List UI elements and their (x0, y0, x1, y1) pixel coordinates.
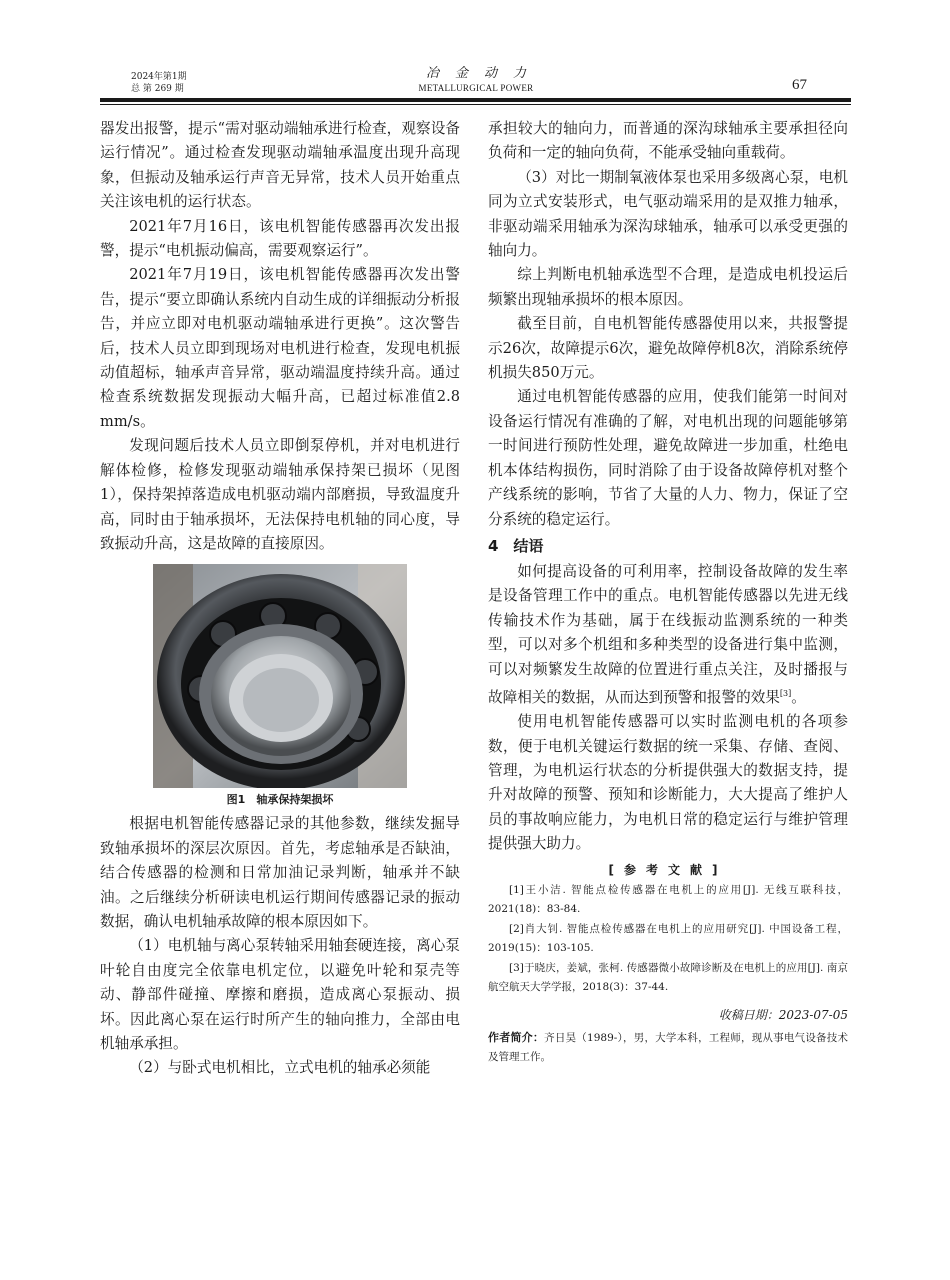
issue-total: 总 第 269 期 (131, 84, 184, 94)
author-label: 作者简介： (488, 1030, 545, 1044)
paragraph: 2021年7月16日，该电机智能传感器再次发出报警，提示“电机振动偏高，需要观察运行”。 (100, 217, 460, 260)
paragraph: 截至目前，自电机智能传感器使用以来，共报警提示26次，故障提示6次，避免故障停机8次，消除系统停机损失850万元。 (488, 315, 848, 382)
header-rule-thin (100, 104, 851, 105)
reference-item: [3]于晓庆，姜斌，张柯. 传感器微小故障诊断及在电机上的应用[J]. 南京航空航天大学学报，2018(3)：37-44. (488, 961, 848, 994)
paragraph: 通过电机智能传感器的应用，使我们能第一时间对设备运行情况有准确的了解，对电机出现的问题能够第一时间进行预防性处理，避免故障进一步加重，杜绝电机本体结构损伤，同时消除了由于设备故障停机对整个产线系统的影响，节省了大量的人力、物力，保证了空分系统的稳定运行。 (488, 388, 848, 528)
paragraph: 器发出报警，提示“需对驱动端轴承进行检查，观察设备运行情况”。通过检查发现驱动端轴承温度出现升高现象，但振动及轴承运行声音无异常，技术人员开始重点关注该电机的运行状态。 (100, 120, 460, 211)
paragraph: 2021年7月19日，该电机智能传感器再次发出警告，提示“要立即确认系统内自动生成的详细振动分析报告，并应立即对电机驱动端轴承进行更换”。这次警告后，技术人员立即到现场对电机进行检查，发现电机振动值超标，轴承声音异常，驱动端温度持续升高。通过检查系统数据发现振动大幅升高，已超过标准值2.8 mm/s。 (100, 266, 460, 430)
received-date: 收稿日期：2023-07-05 (718, 1007, 848, 1022)
paragraph-text: 如何提高设备的可利用率，控制设备故障的发生率是设备管理工作中的重点。电机智能传感器以先进无线传输技术作为基础，属于在线振动监测系统的一种类型，可以对多个机组和多种类型的设备进行集中监测，可以对频繁发生故障的位置进行重点关注，及时播报与故障相关的数据，从而达到预警和报警的效果 (488, 562, 848, 706)
page-number: 67 (792, 77, 807, 93)
references-title: [参考文献] (608, 862, 728, 877)
paragraph: 发现问题后技术人员立即倒泵停机，并对电机进行解体检修，检修发现驱动端轴承保持架已损坏（见图1），保持架掉落造成电机驱动端内部磨损，导致温度升高，同时由于轴承损坏，无法保持电机轴的同心度，导致振动升高，这是故障的直接原因。 (100, 437, 460, 552)
bearing-photo (153, 564, 407, 788)
journal-title-cn: 冶金动力 (425, 66, 542, 81)
journal-title-en: METALLURGICAL POWER (418, 83, 534, 93)
citation: [3] (779, 688, 792, 698)
paragraph: 使用电机智能传感器可以实时监测电机的各项参数，便于电机关键运行数据的统一采集、存储、查阅、管理，为电机运行状态的分析提供强大的数据支持，提升对故障的预警、预知和诊断能力，大大提高了维护人员的事故响应能力，为电机日常的稳定运行与维护管理提供强大助力。 (488, 713, 848, 853)
figure-caption: 图1 轴承保持架损坏 (226, 793, 334, 807)
paragraph: （1）电机轴与离心泵转轴采用轴套硬连接，离心泵叶轮自由度完全依靠电机定位，以避免叶轮和泵壳等动、静部件碰撞、摩擦和磨损，造成离心泵振动、损坏。因此离心泵在运行时所产生的轴向推力，全部由电机轴承承担。 (100, 937, 460, 1052)
paragraph: 综上判断电机轴承选型不合理，是造成电机投运后频繁出现轴承损坏的根本原因。 (488, 266, 848, 308)
author-text: 齐日昊（1989-），男，大学本科，工程师，现从事电气设备技术及管理工作。 (488, 1031, 848, 1063)
header-rule-thick (100, 98, 851, 102)
issue-info (131, 71, 187, 95)
left-column (100, 117, 460, 1081)
paragraph: 承担较大的轴向力，而普通的深沟球轴承主要承担径向负荷和一定的轴向负荷，不能承受轴向重载荷。 (488, 120, 848, 162)
reference-item: [2]肖大钊. 智能点检传感器在电机上的应用研究[J]. 中国设备工程，2019(15)：103-105. (488, 922, 848, 955)
issue-year: 2024年第1期 (131, 72, 187, 82)
paragraph: 根据电机智能传感器记录的其他参数，继续发掘导致轴承损坏的深层次原因。首先，考虑轴承是否缺油，结合传感器的检测和日常加油记录判断，轴承并不缺油。之后继续分析研读电机运行期间传感器记录的振动数据，确认电机轴承故障的根本原因如下。 (100, 815, 460, 930)
author-bio (488, 1028, 848, 1067)
paragraph (488, 560, 848, 710)
journal-header (370, 65, 582, 94)
paragraph: （3）对比一期制氧液体泵也采用多级离心泵，电机同为立式安装形式，电气驱动端采用的是双推力轴承，非驱动端采用轴承为深沟球轴承，轴承可以承受更强的轴向力。 (488, 168, 848, 260)
reference-item: [1]王小洁. 智能点检传感器在电机上的应用[J]. 无线互联科技，2021(18)：83-84. (488, 883, 848, 916)
bearing-image (153, 564, 407, 788)
right-column (488, 117, 848, 1067)
paragraph: （2）与卧式电机相比，立式电机的轴承必须能 (129, 1059, 431, 1077)
paragraph-end: 。 (791, 688, 806, 706)
section-title: 4 结语 (488, 536, 544, 555)
